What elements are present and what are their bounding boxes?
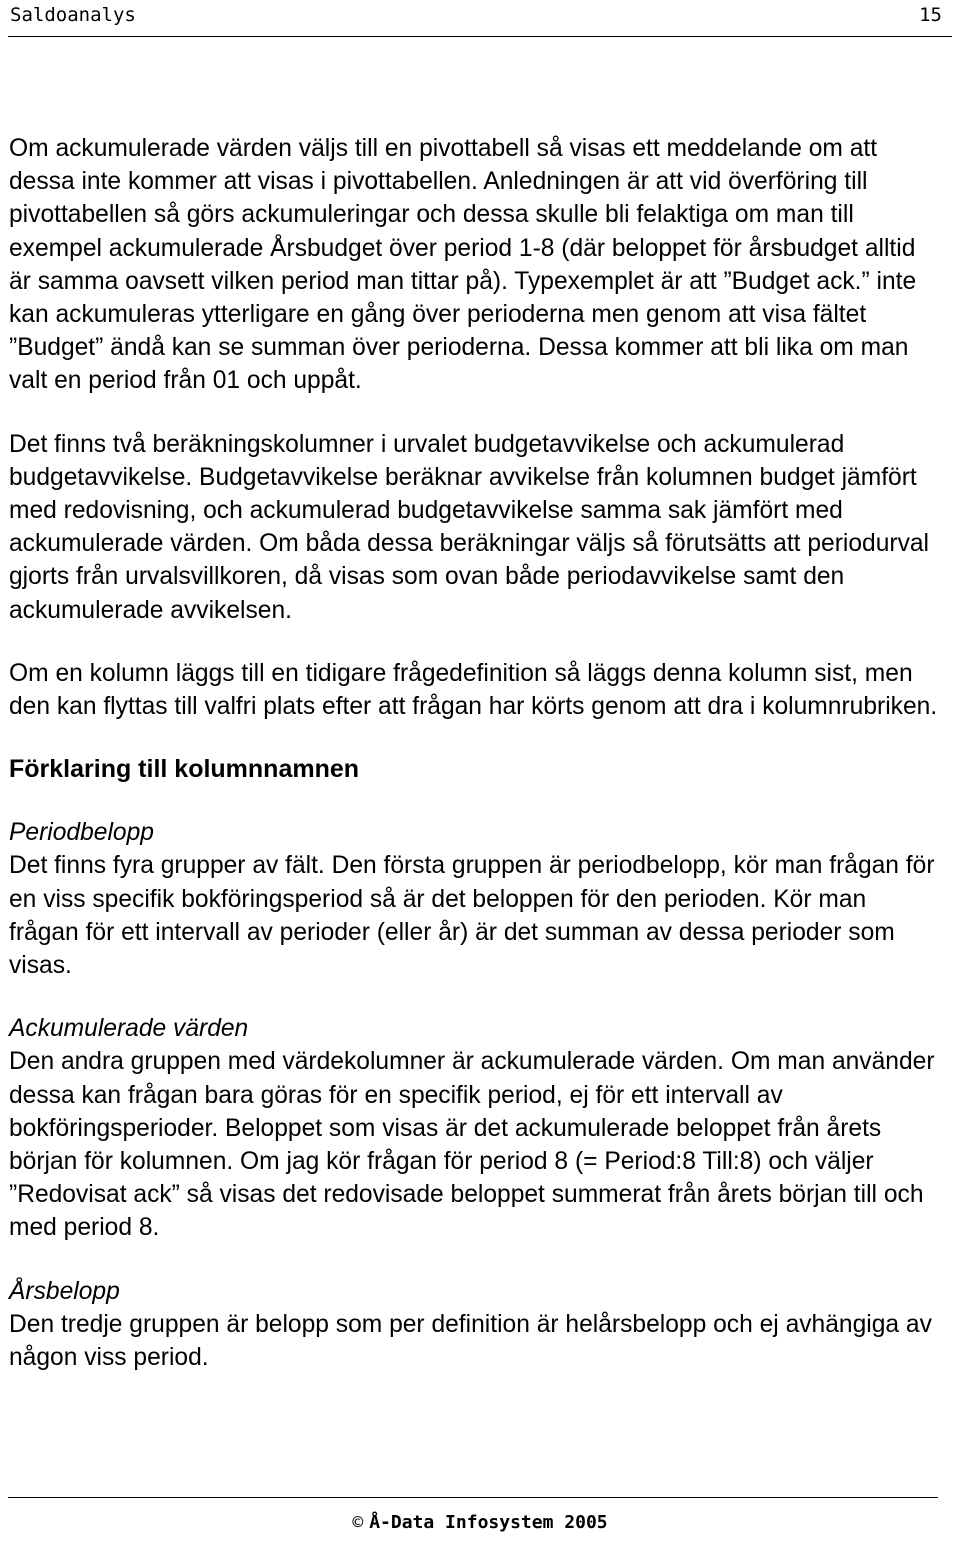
page-number: 15: [919, 4, 942, 26]
definition-periodbelopp: [9, 816, 939, 982]
definition-title: Ackumulerade värden: [9, 1015, 249, 1043]
paragraph-pivot-note: Om ackumulerade värden väljs till en pivottabell så visas ett meddelande om att dessa inte kommer att visas i pivottabellen. Anledningen är att vid överföring till pivottabellen så görs ackumuleringar och dessa skulle bli felaktiga om man till exempel ackumulerade Årsbudget över period 1-8 (där beloppet för årsbudget alltid är samma oavsett vilken period man tittar på). Typexemplet är att ”Budget ack.” inte kan ackumuleras ytterligare en gång över perioderna men genom att visa fältet ”Budget” ändå kan se summan över perioderna. Dessa kommer att bli lika om man valt en period från 01 och uppåt.: [9, 135, 917, 395]
definition-text: Den andra gruppen med värdekolumner är ackumulerade värden. Om man använder dessa kan frågan bara göras för en specifik period, ej för ett intervall av bokföringsperioder. Beloppet som visas är det ackumulerade beloppet från årets början för kolumnen. Om jag kör frågan för period 8 (= Period:8 Till:8) och väljer ”Redovisat ack” så visas det redovisade beloppet summerat från årets början till och med period 8.: [9, 1048, 935, 1242]
document-title: Saldoanalys: [10, 4, 136, 26]
section-heading: Förklaring till kolumnnamnen: [9, 755, 360, 784]
paragraph-column-order: Om en kolumn läggs till en tidigare frågedefinition så läggs denna kolumn sist, men den kan flyttas till valfri plats efter att frågan har körts genom att dra i kolumnrubriken.: [9, 659, 938, 721]
footer-divider: [8, 1497, 938, 1498]
definition-title: Årsbelopp: [9, 1277, 120, 1305]
page-header: [8, 0, 952, 37]
document-body: [9, 132, 939, 1374]
copyright-icon: ©: [352, 1512, 364, 1533]
definition-ackumulerade-varden: [9, 1012, 939, 1244]
definition-arsbelopp: [9, 1275, 939, 1375]
paragraph-calculated-columns: Det finns två beräkningskolumner i urvalet budgetavvikelse och ackumulerad budgetavvikelse. Budgetavvikelse beräknar avvikelse från kolumnen budget jämfört med redovisning, och ackumulerad budgetavvikelse samma sak jämfört med ackumulerade värden. Om båda dessa beräkningar väljs så förutsätts att periodurval gjorts från urvalsvillkoren, då visas som ovan både periodavvikelse samt den ackumulerade avvikelsen.: [9, 430, 930, 624]
definition-text: Det finns fyra grupper av fält. Den första gruppen är periodbelopp, kör man frågan för en viss specifik bokföringsperiod så är det beloppen för den perioden. Kör man frågan för ett intervall av perioder (eller år) är det summan av dessa perioder som visas.: [9, 852, 935, 980]
definition-title: Periodbelopp: [9, 819, 154, 847]
page-footer: [0, 1512, 960, 1533]
definition-text: Den tredje gruppen är belopp som per definition är helårsbelopp och ej avhängiga av någon viss period.: [9, 1310, 932, 1372]
footer-text: Å-Data Infosystem 2005: [369, 1512, 608, 1533]
